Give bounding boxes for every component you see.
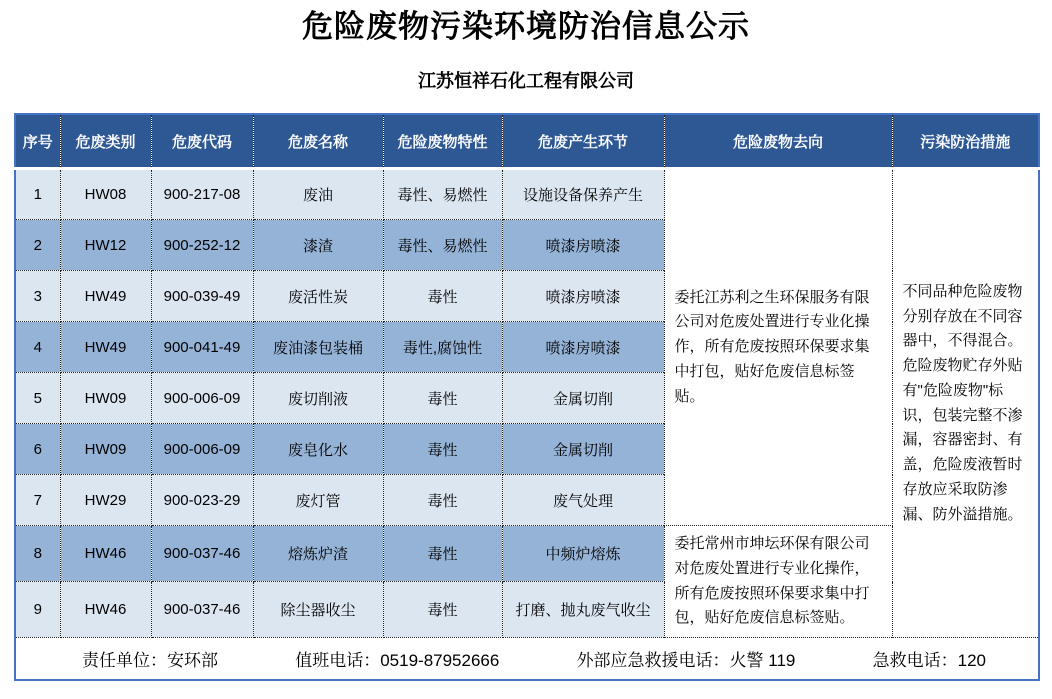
- cell-traits: 毒性: [383, 424, 502, 475]
- cell-serial: 5: [15, 373, 60, 424]
- cell-stage: 喷漆房喷漆: [502, 271, 664, 322]
- cell-serial: 8: [15, 526, 60, 582]
- cell-serial: 4: [15, 322, 60, 373]
- column-header-destination: 危险废物去向: [664, 114, 892, 169]
- column-header-name: 危废名称: [253, 114, 383, 169]
- cell-code: 900-037-46: [151, 582, 253, 638]
- cell-category: HW46: [60, 582, 151, 638]
- cell-category: HW49: [60, 271, 151, 322]
- cell-category: HW29: [60, 475, 151, 526]
- cell-traits: 毒性: [383, 475, 502, 526]
- cell-code: 900-023-29: [151, 475, 253, 526]
- cell-serial: 1: [15, 169, 60, 220]
- cell-code: 900-217-08: [151, 169, 253, 220]
- company-name: 江苏恒祥石化工程有限公司: [418, 71, 634, 91]
- cell-name: 废皂化水: [253, 424, 383, 475]
- column-header-measures: 污染防治措施: [892, 114, 1039, 169]
- hazardous-waste-table: [14, 113, 1040, 681]
- cell-category: HW09: [60, 424, 151, 475]
- cell-name: 漆渣: [253, 220, 383, 271]
- cell-stage: 金属切削: [502, 373, 664, 424]
- cell-serial: 7: [15, 475, 60, 526]
- cell-code: 900-006-09: [151, 373, 253, 424]
- cell-traits: 毒性: [383, 373, 502, 424]
- column-header-category: 危废类别: [60, 114, 151, 169]
- cell-traits: 毒性、易燃性: [383, 169, 502, 220]
- cell-serial: 3: [15, 271, 60, 322]
- cell-serial: 9: [15, 582, 60, 638]
- cell-category: HW12: [60, 220, 151, 271]
- footer-cell: [15, 638, 1039, 680]
- footer-responsible-unit: 责任单位：安环部: [82, 650, 218, 670]
- table-row: [15, 526, 1039, 582]
- cell-traits: 毒性、易燃性: [383, 220, 502, 271]
- table-row: [15, 169, 1039, 220]
- cell-code: 900-252-12: [151, 220, 253, 271]
- cell-stage: 废气处理: [502, 475, 664, 526]
- footer-first-aid-phone: 急救电话：120: [872, 650, 986, 670]
- column-header-stage: 危废产生环节: [502, 114, 664, 169]
- cell-serial: 2: [15, 220, 60, 271]
- cell-code: 900-039-49: [151, 271, 253, 322]
- cell-category: HW09: [60, 373, 151, 424]
- cell-name: 废灯管: [253, 475, 383, 526]
- cell-stage: 设施设备保养产生: [502, 169, 664, 220]
- cell-measures: 不同品种危险废物分别存放在不同容器中，不得混合。危险废物贮存外贴有"危险废物"标识，包装完整不渗漏，容器密封、有盖，危险废液暂时存放应采取防渗漏、防外溢措施。: [892, 169, 1039, 638]
- cell-code: 900-041-49: [151, 322, 253, 373]
- footer-emergency-phone: 外部应急救援电话：火警 119: [576, 650, 796, 670]
- cell-traits: 毒性: [383, 526, 502, 582]
- cell-name: 熔炼炉渣: [253, 526, 383, 582]
- cell-name: 废活性炭: [253, 271, 383, 322]
- table-header-row: [15, 114, 1039, 169]
- page-title: 危险废物污染环境防治信息公示: [302, 9, 750, 44]
- cell-traits: 毒性: [383, 271, 502, 322]
- cell-category: HW46: [60, 526, 151, 582]
- cell-category: HW49: [60, 322, 151, 373]
- cell-traits: 毒性: [383, 582, 502, 638]
- column-header-traits: 危险废物特性: [383, 114, 502, 169]
- cell-stage: 中频炉熔炼: [502, 526, 664, 582]
- cell-serial: 6: [15, 424, 60, 475]
- cell-stage: 金属切削: [502, 424, 664, 475]
- cell-code: 900-006-09: [151, 424, 253, 475]
- cell-stage: 喷漆房喷漆: [502, 322, 664, 373]
- cell-stage: 打磨、抛丸废气收尘: [502, 582, 664, 638]
- cell-name: 废油漆包装桶: [253, 322, 383, 373]
- cell-category: HW08: [60, 169, 151, 220]
- cell-name: 废油: [253, 169, 383, 220]
- footer-contacts: [16, 646, 1038, 671]
- cell-name: 除尘器收尘: [253, 582, 383, 638]
- cell-stage: 喷漆房喷漆: [502, 220, 664, 271]
- cell-traits: 毒性,腐蚀性: [383, 322, 502, 373]
- column-header-serial: 序号: [15, 114, 60, 169]
- footer-duty-phone: 值班电话：0519-87952666: [295, 650, 500, 670]
- table-footer-row: [15, 638, 1039, 680]
- column-header-code: 危废代码: [151, 114, 253, 169]
- cell-name: 废切削液: [253, 373, 383, 424]
- cell-code: 900-037-46: [151, 526, 253, 582]
- cell-destination-group-2: 委托常州市坤坛环保有限公司对危废处置进行专业化操作，所有危废按照环保要求集中打包，贴好危废信息标签贴。: [664, 526, 892, 638]
- cell-destination-group-1: 委托江苏利之生环保服务有限公司对危废处置进行专业化操作，所有危废按照环保要求集中打包，贴好危废信息标签贴。: [664, 169, 892, 526]
